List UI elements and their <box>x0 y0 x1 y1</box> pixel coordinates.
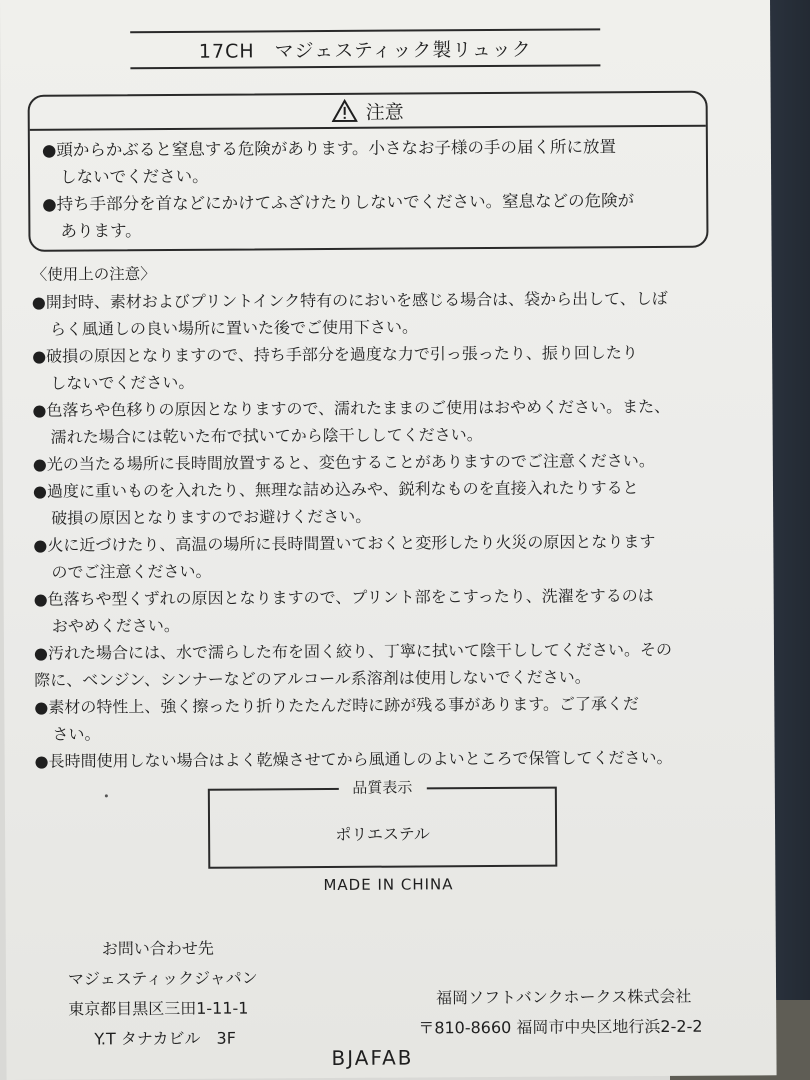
usage-line: ●火に近づけたり、高温の場所に長時間置いておくと変形したり火災の原因となります <box>33 532 656 555</box>
usage-line: ●汚れた場合には、水で濡らした布を固く絞り、丁寧に拭いて陰干ししてください。その <box>33 639 673 663</box>
quality-title: 品質表示 <box>338 776 426 798</box>
warning-triangle-icon <box>332 99 358 123</box>
usage-line: おやめください。 <box>51 615 180 636</box>
quality-label-box <box>208 778 557 869</box>
usage-line: 際に、ベンジン、シンナーなどのアルコール系溶剤は使用しないでください。 <box>34 667 591 690</box>
usage-line: らく風通しの良い場所に置いた後でご使用下さい。 <box>49 317 419 339</box>
company-address: 〒810-8660 福岡市中央区地行浜2-2-2 <box>418 1016 703 1038</box>
caution-line: しないでください。 <box>60 166 209 187</box>
usage-line: ●破損の原因となりますので、持ち手部分を過度な力で引っ張ったり、振り回したり <box>32 343 638 366</box>
contact-title: お問い合わせ先 <box>101 938 214 959</box>
contact-block <box>68 933 258 1054</box>
usage-title: 〈使用上の注意〉 <box>31 265 156 284</box>
usage-notes <box>32 258 735 775</box>
usage-line: しないでください。 <box>50 372 195 393</box>
contact-building: Y.T タナカビル 3F <box>94 1028 236 1049</box>
usage-line: ●光の当たる場所に長時間放置すると、変色することがありますのでご注意ください。 <box>32 451 655 474</box>
usage-line: ●長時間使用しない場合はよく乾燥させてから風通しのよいところで保管してください。 <box>34 747 673 771</box>
company-block <box>418 982 703 1044</box>
usage-line: ●色落ちや型くずれの原因となりますので、プリント部をこすったり、洗濯をするのは <box>33 586 654 609</box>
caution-box <box>28 91 709 252</box>
usage-line: 濡れた場合には乾いた布で拭いてから陰干ししてください。 <box>50 425 483 447</box>
usage-line: ●過度に重いものを入れたり、無理な詰め込みや、鋭利なものを直接入れたりすると <box>32 478 639 501</box>
usage-line: 破損の原因となりますのでお避けください。 <box>51 506 372 528</box>
stray-mark <box>105 794 108 797</box>
caution-line: ●持ち手部分を首などにかけてふざけたりしないでください。窒息などの危険が <box>42 191 635 214</box>
usage-line: ●素材の特性上、強く擦ったり折りたたんだ時に跡が残る事があります。ご了承くだ <box>34 694 640 717</box>
caution-heading: 注意 <box>365 101 404 124</box>
contact-address: 東京都目黒区三田1-11-1 <box>68 998 249 1019</box>
contact-name: マジェスティックジャパン <box>67 968 258 989</box>
caution-line: あります。 <box>60 221 142 241</box>
usage-line: のでご注意ください。 <box>51 561 212 582</box>
country-of-origin: MADE IN CHINA <box>323 875 454 895</box>
product-title: 17CH マジェスティック製リュック <box>130 28 600 69</box>
caution-line: ●頭からかぶると窒息する危険があります。小さなお子様の手の届く所に放置 <box>41 137 617 160</box>
company-name: 福岡ソフトバンクホークス株式会社 <box>436 986 692 1008</box>
caution-header <box>30 93 706 131</box>
material-value: ポリエステル <box>335 824 430 844</box>
usage-line: さい。 <box>52 724 101 744</box>
product-code: BJAFAB <box>331 1045 414 1070</box>
usage-line: ●開封時、素材およびプリントインク特有のにおいを感じる場合は、袋から出して、しば <box>31 288 668 312</box>
caution-text <box>30 127 707 245</box>
usage-line: ●色落ちや色移りの原因となりますので、濡れたままのご使用はおやめください。また、 <box>32 396 671 420</box>
